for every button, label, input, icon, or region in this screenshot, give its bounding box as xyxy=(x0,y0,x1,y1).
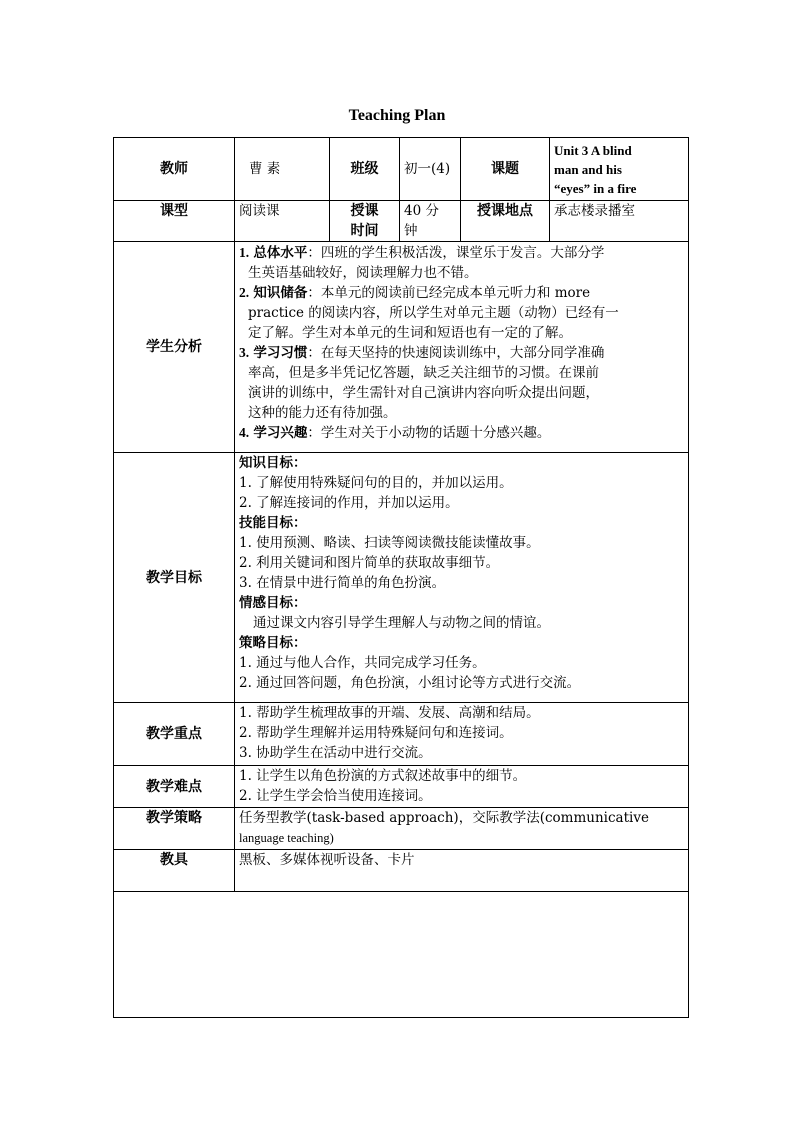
teaching-plan-table xyxy=(113,137,689,1018)
objectives-content: 知识目标： 1. 了解使用特殊疑问句的目的，并加以运用。 2. 了解连接词的作用，并加以运用。 技能目标： 1. 使用预测、略读、扫读等阅读微技能读懂故事。 2. 利用关键词和图片简单的获取故事细节。 3. 在情景中进行简单的角色扮演。 情感目标： 通过课文内容引导学生理解人与动物之间的情谊。 策略目标： 1. 通过与他人合作，共同完成学习任务。 2. 通过回答问题，角色扮演，小组讨论等方式进行交流。 xyxy=(235,453,689,703)
strategy-label: 教学策略 xyxy=(114,808,235,850)
tools-label: 教具 xyxy=(114,850,235,892)
difficulties-label: 教学难点 xyxy=(114,766,235,808)
time-value: 40 分 钟 xyxy=(400,201,461,242)
objectives-row xyxy=(114,453,689,703)
topic-line: Unit 3 A blind xyxy=(554,142,632,158)
student-analysis-label: 学生分析 xyxy=(114,242,235,453)
place-label: 授课地点 xyxy=(461,201,550,242)
type-value: 阅读课 xyxy=(235,201,330,242)
class-label: 班级 xyxy=(330,138,400,201)
time-label: 授课 时间 xyxy=(330,201,400,242)
strategy-content: 任务型教学(task-based approach)，交际教学法(communicative language teaching) xyxy=(235,808,689,850)
blank-cell xyxy=(114,892,689,1018)
emotion-heading: 情感目标： xyxy=(239,595,307,611)
objectives-label: 教学目标 xyxy=(114,453,235,703)
type-label: 课型 xyxy=(114,201,235,242)
tools-row xyxy=(114,850,689,892)
strategy-row xyxy=(114,808,689,850)
topic-line: man and his xyxy=(554,161,622,177)
key-points-content: 1. 帮助学生梳理故事的开端、发展、高潮和结局。 2. 帮助学生理解并运用特殊疑问句和连接词。 3. 协助学生在活动中进行交流。 xyxy=(235,703,689,766)
info-row-2 xyxy=(114,201,689,242)
blank-row xyxy=(114,892,689,1018)
key-points-label: 教学重点 xyxy=(114,703,235,766)
knowledge-heading: 知识目标： xyxy=(239,455,307,471)
place-value: 承志楼录播室 xyxy=(550,201,689,242)
teacher-value: 曹 素 xyxy=(235,138,330,201)
topic-line: “eyes” in a fire xyxy=(554,180,637,196)
difficulties-row xyxy=(114,766,689,808)
skill-heading: 技能目标： xyxy=(239,515,307,531)
topic-value xyxy=(550,138,689,201)
teacher-label: 教师 xyxy=(114,138,235,201)
student-analysis-row xyxy=(114,242,689,453)
key-points-row xyxy=(114,703,689,766)
strategy-heading: 策略目标： xyxy=(239,635,307,651)
tools-value: 黑板、多媒体视听设备、卡片 xyxy=(235,850,689,892)
page-title: Teaching Plan xyxy=(348,107,446,124)
info-row-1 xyxy=(114,138,689,201)
topic-label: 课题 xyxy=(461,138,550,201)
class-value: 初一(4) xyxy=(400,138,461,201)
difficulties-content: 1. 让学生以角色扮演的方式叙述故事中的细节。 2. 让学生学会恰当使用连接词。 xyxy=(235,766,689,808)
student-analysis-content: 1. 总体水平：四班的学生积极活泼，课堂乐于发言。大部分学 生英语基础较好，阅读理解力也不错。 2. 知识储备：本单元的阅读前已经完成本单元听力和 more practice 的阅读内容，所以学生对单元主题（动物）已经有一 定了解。学生对本单元的生词和短语也有一定的了解。 3. 学习习惯：在每天坚持的快速阅读训练中，大部分同学准确 率高，但是多半凭记忆答题，缺乏关注细节的习惯。在课前 演讲的训练中，学生需针对自己演讲内容向听众提出问题， 这种的能力还有待加强。 4. 学习兴趣：学生对关于小动物的话题十分感兴趣。 xyxy=(235,242,689,453)
